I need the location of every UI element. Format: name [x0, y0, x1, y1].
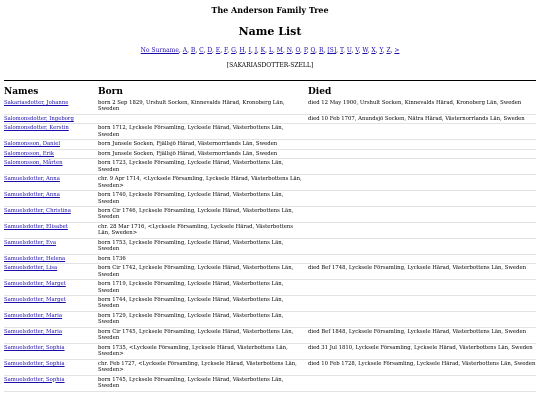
alphabet-index: No Surname, A, B, C, D, E, F, G, H, I, J, K, L, M, N, O, P, Q, R, [S], T, U, V, W, X, Y, Z, > — [140, 47, 400, 54]
person-link[interactable]: Salomonsdotter, Kerstin — [4, 125, 69, 132]
table-row — [4, 124, 536, 140]
born-cell: born Cir 1746, Lycksele Församling, Lycksele Härad, Västerbottens Län, Sweden — [98, 207, 308, 223]
person-link[interactable]: Samuelsdotter, Lisa — [4, 265, 58, 272]
died-column-header: Died — [308, 87, 332, 97]
name-cell — [4, 264, 98, 280]
person-link[interactable]: Samuelsdotter, Elisabet — [4, 223, 68, 230]
born-cell: born 1740, Lycksele Församling, Lycksele Härad, Västerbottens Län, Sweden — [98, 191, 308, 207]
page-title: Name List — [238, 25, 302, 38]
name-cell — [4, 375, 98, 391]
name-cell — [4, 159, 98, 175]
name-cell — [4, 124, 98, 140]
alpha-link[interactable]: M — [276, 47, 283, 54]
died-cell: died 10 Feb 1707, Anundsjö Socken, Nätra Härad, Västernorrlands Län, Sweden — [308, 114, 536, 124]
alpha-link[interactable]: V — [355, 47, 359, 54]
table-row — [4, 359, 536, 375]
died-cell: died Bef 1748, Lycksele Församling, Lycksele Härad, Västerbottens Län, Sweden — [308, 264, 536, 280]
died-cell: died Bef 1848, Lycksele Församling, Lycksele Härad, Västerbottens Län, Sweden — [308, 327, 536, 343]
alpha-link[interactable]: K — [260, 47, 266, 54]
alpha-link[interactable]: Y — [379, 47, 383, 54]
alpha-link[interactable]: U — [346, 47, 352, 54]
table-row — [4, 99, 536, 114]
name-cell — [4, 191, 98, 207]
died-cell — [308, 149, 536, 159]
person-link[interactable]: Samuelsdotter, Helena — [4, 255, 66, 262]
alpha-link[interactable]: H — [239, 47, 245, 54]
person-link[interactable]: Salomonsdotter, Ingeborg — [4, 115, 74, 122]
alpha-link[interactable]: I — [248, 47, 251, 54]
alpha-link[interactable]: R — [318, 47, 324, 54]
alpha-link[interactable]: G — [231, 47, 236, 54]
alpha-link[interactable]: A — [182, 47, 188, 54]
table-row — [4, 114, 536, 124]
table-row — [4, 207, 536, 223]
person-link[interactable]: Samuelsdotter, Marget — [4, 297, 66, 304]
alpha-link[interactable]: B — [190, 47, 196, 54]
born-cell: born 1712, Lycksele Församling, Lycksele Härad, Västerbottens Län, Sweden — [98, 124, 308, 140]
died-cell — [308, 175, 536, 191]
born-cell: born Cir 1745, Lycksele Församling, Lycksele Härad, Västerbottens Län, Sweden — [98, 327, 308, 343]
person-link[interactable]: Samuelsdotter, Sophia — [4, 360, 65, 367]
born-cell: born 1719, Lycksele Församling, Lycksele Härad, Västerbottens Län, Sweden — [98, 280, 308, 296]
person-link[interactable]: Samuelsdotter, Maria — [4, 312, 63, 319]
alpha-link[interactable]: W — [362, 47, 368, 54]
name-cell — [4, 99, 98, 114]
table-row — [4, 149, 536, 159]
site-title: The Anderson Family Tree — [211, 5, 329, 15]
surname-range: [SAKARIASDOTTER-SZELL] — [226, 62, 314, 69]
name-cell — [4, 140, 98, 150]
alpha-link[interactable]: Q — [310, 47, 316, 54]
alpha-link[interactable]: [S] — [327, 47, 337, 54]
born-cell: born 1744, Lycksele Församling, Lycksele Härad, Västerbottens Län, Sweden — [98, 296, 308, 312]
alpha-link[interactable]: D — [207, 47, 212, 54]
died-cell — [308, 254, 536, 264]
name-cell — [4, 207, 98, 223]
name-cell — [4, 254, 98, 264]
born-cell: born 1729, Lycksele Församling, Lycksele Härad, Västerbottens Län, Sweden — [98, 311, 308, 327]
name-list-table — [4, 81, 536, 392]
born-cell: born 1745, Lycksele Församling, Lycksele Härad, Västerbottens Län, Sweden — [98, 375, 308, 391]
alpha-link[interactable]: O — [295, 47, 301, 54]
name-cell — [4, 296, 98, 312]
table-header-row — [4, 81, 536, 99]
table-row — [4, 264, 536, 280]
table-row — [4, 375, 536, 391]
born-cell: born 1736 — [98, 254, 308, 264]
person-link[interactable]: Samuelsdotter, Eva — [4, 239, 57, 246]
person-link[interactable]: Samuelsdotter, Anna — [4, 176, 60, 183]
alpha-link[interactable]: E — [215, 47, 221, 54]
name-cell — [4, 343, 98, 359]
table-row — [4, 222, 536, 238]
died-cell: died 10 Feb 1728, Lycksele Församling, Lycksele Härad, Västerbottens Län, Sweden — [308, 359, 536, 375]
person-link[interactable]: Samuelsdotter, Sophia — [4, 344, 65, 351]
died-cell — [308, 159, 536, 175]
born-cell: chr. Feb 1727, <Lycksele Församling, Lycksele Härad, Västerbottens Län, Sweden> — [98, 359, 308, 375]
born-cell: born 2 Sep 1829, Urshult Socken, Kinnevalds Härad, Kronoberg Län, Sweden — [98, 99, 308, 114]
born-cell: born 1723, Lycksele Församling, Lycksele Härad, Västerbottens Län, Sweden — [98, 159, 308, 175]
alpha-link[interactable]: T — [339, 47, 344, 54]
born-column-header: Born — [98, 87, 123, 97]
person-link[interactable]: Samuelsdotter, Anna — [4, 192, 60, 199]
born-cell — [98, 114, 308, 124]
name-cell — [4, 238, 98, 254]
name-cell — [4, 280, 98, 296]
name-cell — [4, 114, 98, 124]
alpha-link[interactable]: P — [303, 47, 307, 54]
name-cell — [4, 311, 98, 327]
born-cell: born Cir 1742, Lycksele Församling, Lycksele Härad, Västerbottens Län, Sweden — [98, 264, 308, 280]
died-cell — [308, 222, 536, 238]
table-row — [4, 159, 536, 175]
died-cell: died 31 Jul 1810, Lycksele Församling, Lycksele Härad, Västerbottens Län, Sweden — [308, 343, 536, 359]
person-link[interactable]: Salomonsson, Erik — [4, 150, 54, 157]
born-cell: chr. 9 Apr 1714, <Lycksele Församling, Lycksele Härad, Västerbottens Län, Sweden> — [98, 175, 308, 191]
table-row — [4, 343, 536, 359]
person-link[interactable]: Sakariasdotter, Johanne — [4, 100, 69, 106]
name-cell — [4, 222, 98, 238]
person-link[interactable]: Samuelsdotter, Sophia — [4, 376, 65, 383]
person-link[interactable]: Samuelsdotter, Marget — [4, 281, 66, 288]
alpha-link[interactable]: No Surname — [140, 47, 179, 54]
person-link[interactable]: Samuelsdotter, Christina — [4, 208, 71, 215]
alpha-link[interactable]: J — [254, 47, 257, 54]
died-cell — [308, 238, 536, 254]
table-row — [4, 191, 536, 207]
name-cell — [4, 327, 98, 343]
alpha-link[interactable]: C — [199, 47, 204, 54]
table-row — [4, 280, 536, 296]
alpha-link[interactable]: Z — [386, 47, 391, 54]
name-cell — [4, 359, 98, 375]
alpha-link[interactable]: N — [286, 47, 292, 54]
person-link[interactable]: Salomonsson, Daniel — [4, 141, 61, 148]
died-cell — [308, 280, 536, 296]
born-cell: born 1753, Lycksele Församling, Lycksele Härad, Västerbottens Län, Sweden — [98, 238, 308, 254]
born-cell: born Junsele Socken, Fjällsjö Härad, Västernorrlands Län, Sweden — [98, 149, 308, 159]
born-cell: born 1735, <Lycksele Församling, Lycksele Härad, Västerbottens Län, Sweden> — [98, 343, 308, 359]
died-cell — [308, 207, 536, 223]
alpha-link[interactable]: F — [224, 47, 228, 54]
died-cell — [308, 296, 536, 312]
person-link[interactable]: Samuelsdotter, Maria — [4, 328, 63, 335]
table-row — [4, 175, 536, 191]
died-cell — [308, 124, 536, 140]
died-cell — [308, 375, 536, 391]
table-row — [4, 296, 536, 312]
born-cell: chr. 28 Mar 1716, <Lycksele Församling, Lycksele Härad, Västerbottens Län, Sweden> — [98, 222, 308, 238]
name-cell — [4, 149, 98, 159]
died-cell — [308, 140, 536, 150]
died-cell — [308, 191, 536, 207]
names-column-header: Names — [4, 87, 39, 97]
born-cell: born Junsele Socken, Fjällsjö Härad, Västernorrlands Län, Sweden — [98, 140, 308, 150]
person-link[interactable]: Salomonsson, Mårten — [4, 160, 63, 167]
name-cell — [4, 175, 98, 191]
table-row — [4, 311, 536, 327]
table-row — [4, 254, 536, 264]
alpha-link[interactable]: X — [371, 47, 376, 54]
alpha-link[interactable]: L — [268, 47, 273, 54]
table-row — [4, 327, 536, 343]
died-cell: died 12 May 1900, Urshult Socken, Kinnevalds Härad, Kronoberg Län, Sweden — [308, 99, 536, 114]
table-row — [4, 140, 536, 150]
alpha-link[interactable]: > — [394, 47, 400, 54]
table-row — [4, 238, 536, 254]
died-cell — [308, 311, 536, 327]
